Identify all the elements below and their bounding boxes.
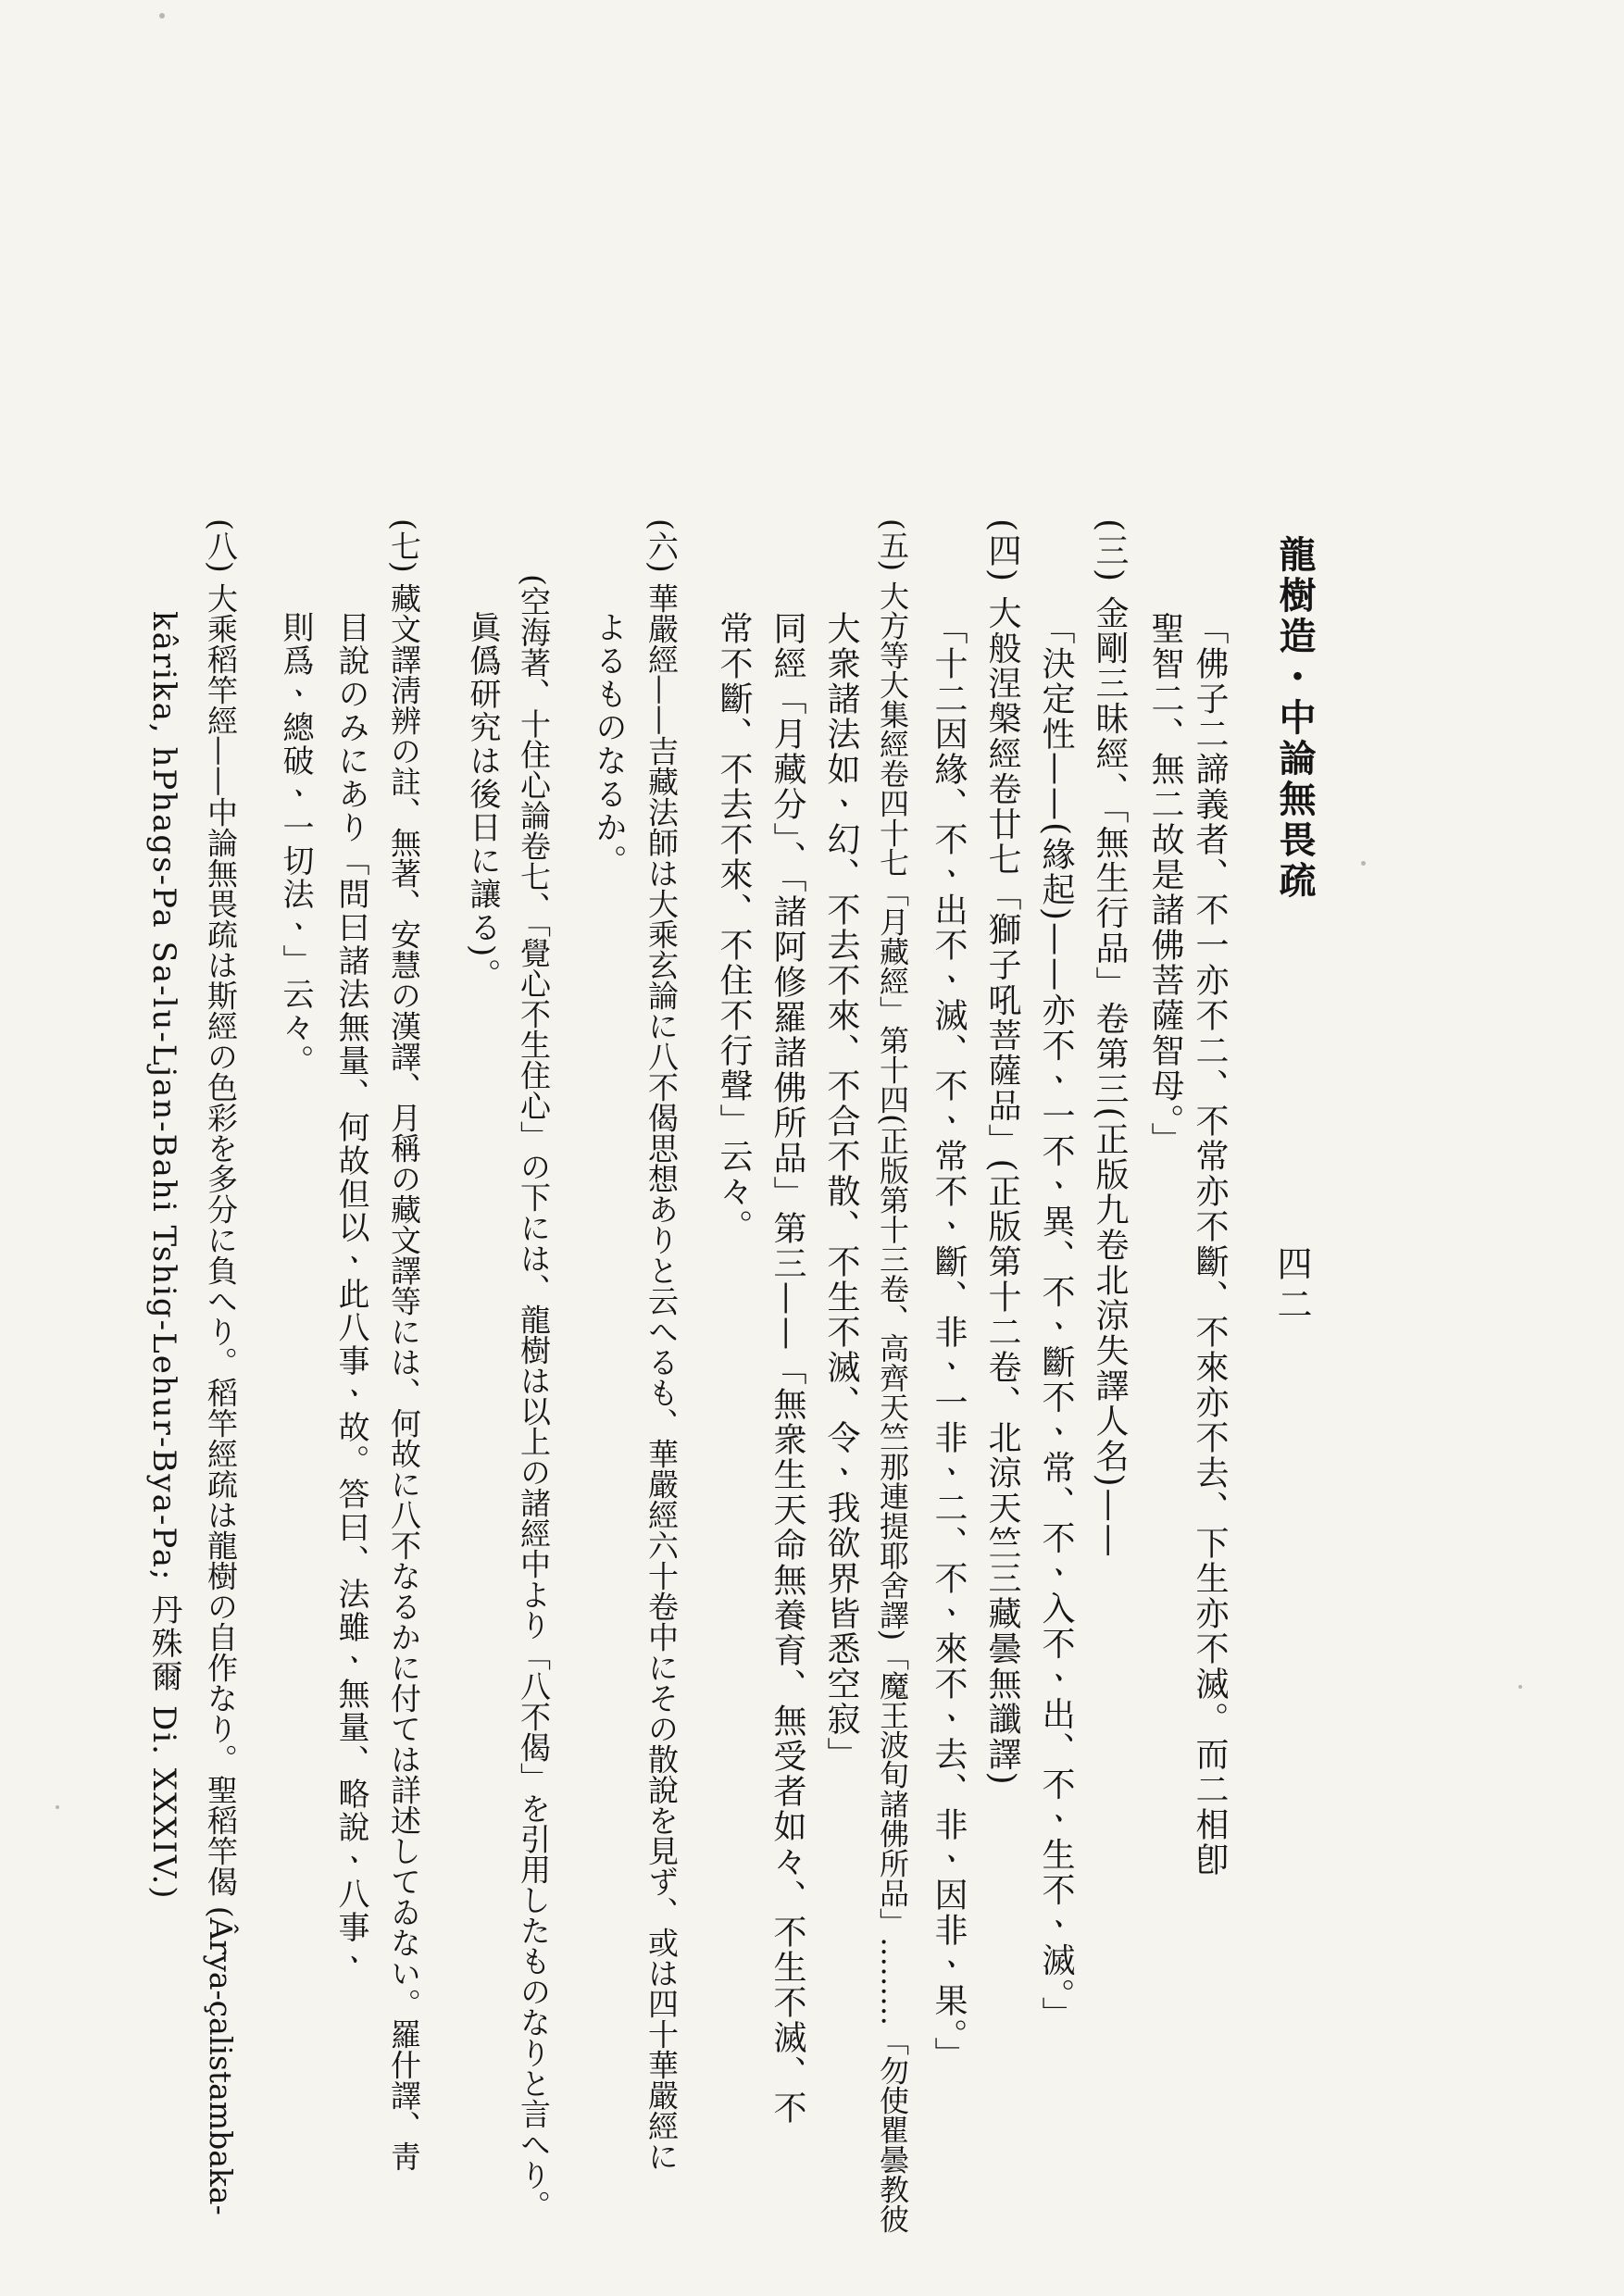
running-title: 龍樹造・中論無畏疏 xyxy=(1273,535,1317,902)
text-column: (四) 大般涅槃經卷廿七「獅子吼菩薩品」(正版第十二卷、北涼天竺三藏曇無讖譯) xyxy=(983,518,1021,1787)
text-column: よるものなるか。 xyxy=(590,611,627,878)
scan-speck xyxy=(159,13,165,19)
page-number: 四二 xyxy=(1271,1245,1312,1327)
text-column: 常不斷、不去不來、不住不行聲」云々。 xyxy=(715,611,753,1244)
text-column: 大衆諸法如ㆍ幻、不去不來、不合不散、不生不滅、令ㆍ我欲界皆悉空寂」 xyxy=(822,611,860,1772)
text-column: 「決定性——(緣起)——亦不ㆍ一不ㆍ異、不ㆍ斷不ㆍ常、不ㆍ入不ㆍ出、不ㆍ生不ㆍ滅。」 xyxy=(1037,611,1075,2032)
text-column: 「佛子二諦義者、不一亦不二、不常亦不斷、不來亦不去、下生亦不滅。而二相卽 xyxy=(1191,611,1229,1878)
text-column: (八) 大乘稻竿經——中論無畏疏は斯經の色彩を多分に負へり。稻竿經疏は龍樹の自作なり。聖稻竿偈 (Ârya-çalistambaka- xyxy=(203,518,239,2215)
scan-speck xyxy=(56,1805,59,1809)
text-column: 目說のみにあり「問曰諸法無量、何故但以ㆍ此八事ㆍ故。答曰、法雖ㆍ無量、略說ㆍ八事ㆍ xyxy=(332,611,369,1978)
text-column: 眞僞研究は後日に讓る)。 xyxy=(464,611,501,992)
text-column: 則爲ㆍ總破ㆍ一切法ㆍ」云々。 xyxy=(277,611,314,1078)
text-column: 同經「月藏分」、「諸阿修羅諸佛所品」第三——「無衆生天命無養育、無受者如々、不生不滅、不 xyxy=(768,611,806,2126)
text-column: (五) 大方等大集經卷四十七「月藏經」第十四(正版第十三卷、高齊天竺那連提耶舍譯)「魔王波旬諸佛所品」………「勿使瞿曇教彼 xyxy=(875,518,910,2234)
scan-speck xyxy=(1518,1685,1522,1689)
text-column: (三) 金剛三昧經、「無生行品」卷第三(正版九卷北涼失譯人名)—— xyxy=(1091,518,1129,1559)
text-column: kârika, hPhags-Pa Sa-lu-Ljan-Bahi Tshig-Lehur-Bya-Pa; 丹殊爾 Di. XXXIV.) xyxy=(145,611,182,1901)
text-column: 聖智二、無二故是諸佛菩薩智母。」 xyxy=(1146,611,1184,1157)
text-column: 「十二因緣、不ㆍ出不ㆍ滅、不ㆍ常不ㆍ斷、非ㆍ一非ㆍ二、不ㆍ來不ㆍ去、非ㆍ因非ㆍ果。」 xyxy=(930,611,968,2072)
text-column: (七) 藏文譯淸辨の註、無著、安慧の漢譯、月稱の藏文譯等には、何故に八不なるかに付ては詳述してゐない。羅什譯、靑 xyxy=(386,518,422,2172)
scan-speck xyxy=(1361,861,1366,866)
text-column: (六) 華嚴經——吉藏法師は大乘玄論に八不偈思想ありと云へるも、華嚴經六十卷中にその散說を見ず、或は四十華嚴經に xyxy=(643,518,680,2172)
text-column: (空海著、十住心論卷七、「覺心不生住心」の下には、龍樹は以上の諸經中より「八不偈」を引用したものなりと言へり。 xyxy=(516,574,552,2221)
